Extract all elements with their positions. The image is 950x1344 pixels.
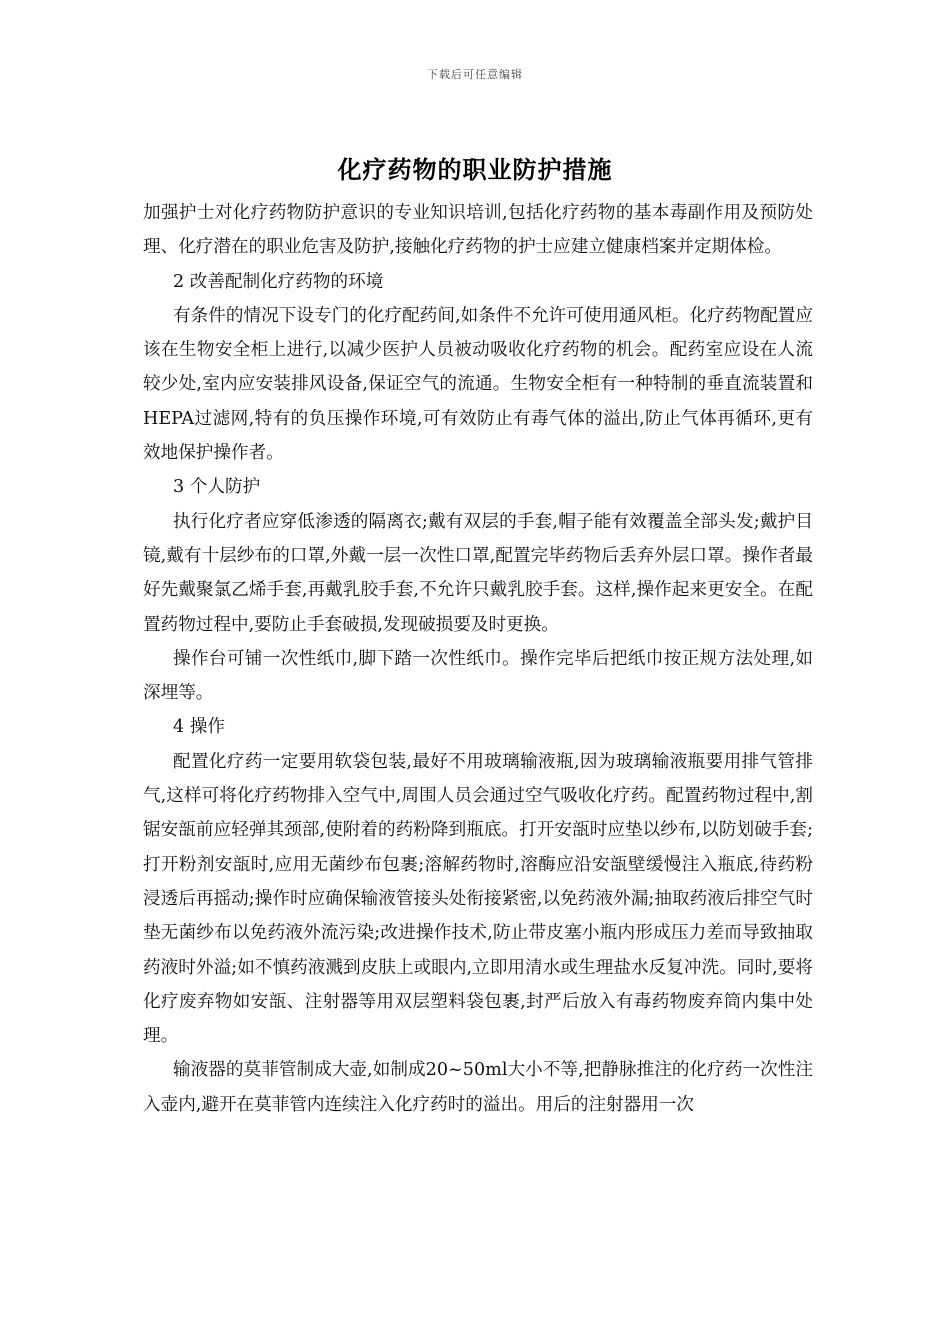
section-heading-environment: 2 改善配制化疗药物的环境 <box>173 271 384 292</box>
section-heading-operation: 4 操作 <box>173 717 225 738</box>
paragraph-infusion: 输液器的莫菲管制成大壶,如制成20~50ml大小不等,把静脉推注的化疗药一次性注入壶内,避开在莫菲管内连续注入化疗药时的溢出。用后的注射器用一次 <box>143 1060 813 1115</box>
document-title: 化疗药物的职业防护措施 <box>337 155 613 184</box>
header-note: 下载后可任意编辑 <box>427 68 523 81</box>
paragraph-training: 加强护士对化疗药物防护意识的专业知识培训,包括化疗药物的基本毒副作用及预防处理、化疗潜在的职业危害及防护,接触化疗药物的护士应建立健康档案并定期体检。 <box>143 203 813 258</box>
paragraph-operation: 配置化疗药一定要用软袋包装,最好不用玻璃输液瓶,因为玻璃输液瓶要用排气管排气,这样可将化疗药物排入空气中,周围人员会通过空气吸收化疗药。配置药物过程中,割锯安瓿前应轻弹其颈部,使附着的药粉降到瓶底。打开安瓿时应垫以纱布,以防划破手套;打开粉剂安瓿时,应用无菌纱布包裹;溶解药物时,溶酶应沿安瓿壁缓慢注入瓶底,待药粉浸透后再摇动;操作时应确保输液管接头处衔接紧密,以免药液外漏;抽取药液后排空气时垫无菌纱布以免药液外流污染;改进操作技术,防止带皮塞小瓶内形成压力差而导致抽取药液时外溢;如不慎药液溅到皮肤上或眼内,立即用清水或生理盐水反复冲洗。同时,要将化疗废弃物如安瓿、注射器等用双层塑料袋包裹,封严后放入有毒药物废弃筒内集中处理。 <box>143 751 813 1047</box>
section-heading-personal-protection: 3 个人防护 <box>173 477 261 498</box>
paragraph-environment: 有条件的情况下设专门的化疗配药间,如条件不允许可使用通风柜。化疗药物配置应该在生物安全柜上进行,以减少医护人员被动吸收化疗药物的机会。配药室应设在人流较少处,室内应安装排风设备,保证空气的流通。生物安全柜有一种特制的垂直流装置和HEPA过滤网,特有的负压操作环境,可有效防止有毒气体的溢出,防止气体再循环,更有效地保护操作者。 <box>143 305 813 464</box>
paragraph-personal-protection: 执行化疗者应穿低渗透的隔离衣;戴有双层的手套,帽子能有效覆盖全部头发;戴护目镜,戴有十层纱布的口罩,外戴一层一次性口罩,配置完毕药物后丢弃外层口罩。操作者最好先戴聚氯乙烯手套,再戴乳胶手套,不允许只戴乳胶手套。这样,操作起来更安全。在配置药物过程中,要防止手套破损,发现破损要及时更换。 <box>143 511 813 635</box>
document-body <box>143 196 813 1122</box>
paragraph-workbench: 操作台可铺一次性纸巾,脚下踏一次性纸巾。操作完毕后把纸巾按正规方法处理,如深埋等。 <box>143 648 813 704</box>
